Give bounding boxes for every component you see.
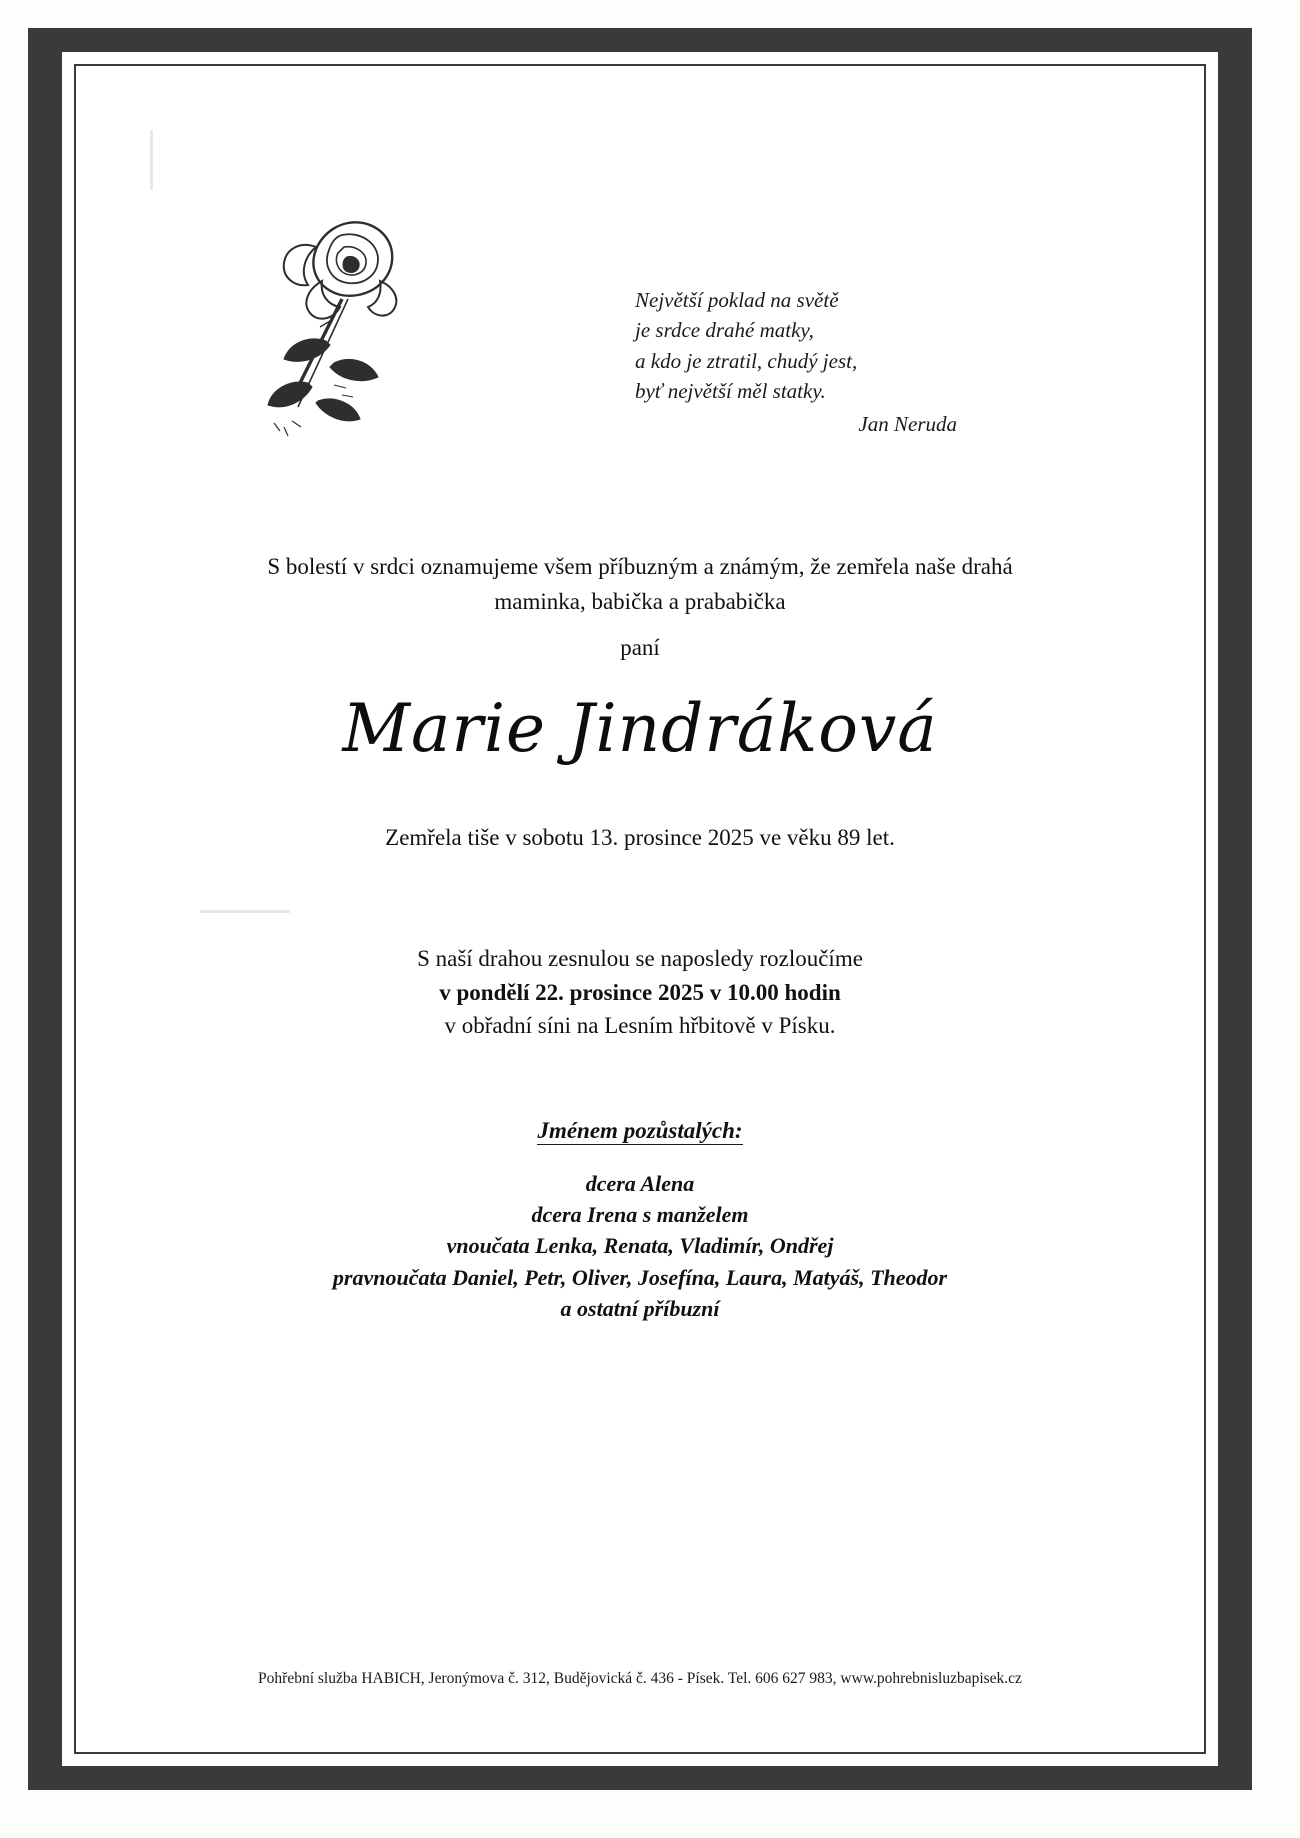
announcement-line-1: S bolestí v srdci oznamujeme všem příbuzným a známým, že zemřela naše drahá [267, 554, 1013, 579]
funeral-service-footer: Pohřební služba HABICH, Jeronýmova č. 312, Budějovická č. 436 - Písek. Tel. 606 627 983, www.pohrebnisluzbapisek.cz [258, 1670, 1022, 1687]
announcement-line-2: maminka, babička a prababička [494, 588, 786, 614]
farewell-place: v obřadní síni na Lesním hřbitově v Písku. [444, 1013, 836, 1039]
survivor-line-4: pravnoučata Daniel, Petr, Oliver, Josefína, Laura, Matyáš, Theodor [332, 1264, 948, 1290]
farewell-line-1: S naší drahou zesnulou se naposledy rozloučíme [417, 946, 863, 971]
announcement-text [140, 550, 1140, 619]
quote-line-3: a kdo je ztratil, chudý jest, [635, 348, 858, 373]
survivor-line-3: vnoučata Lenka, Renata, Vladimír, Ondřej [446, 1233, 834, 1259]
survivors-list [140, 1168, 1140, 1324]
survivors-heading [140, 1118, 1140, 1144]
scan-artifact [150, 130, 153, 190]
death-note: Zemřela tiše v sobotu 13. prosince 2025 ve věku 89 let. [385, 825, 895, 850]
quote-block [635, 285, 965, 439]
survivor-line-1: dcera Alena [585, 1171, 695, 1196]
scan-artifact [200, 910, 290, 913]
quote-line-1: Největší poklad na světě [635, 288, 839, 312]
farewell-datetime: v pondělí 22. prosince 2025 v 10.00 hodin [439, 979, 841, 1005]
honorific: paní [620, 635, 660, 660]
quote-author: Jan Neruda [858, 411, 957, 436]
quote-line-2: je srdce drahé matky, [635, 318, 814, 343]
survivor-line-5: a ostatní příbuzní [560, 1295, 720, 1321]
survivors-heading-text: Jménem pozůstalých: [537, 1118, 743, 1143]
farewell-block [140, 942, 1140, 1043]
deceased-name: Marie Jindráková [342, 690, 938, 767]
quote-line-4: byť největší měl statky. [635, 379, 826, 404]
rose-icon [230, 195, 450, 445]
notice-content [80, 70, 1200, 1748]
survivor-line-2: dcera Irena s manželem [531, 1202, 749, 1228]
